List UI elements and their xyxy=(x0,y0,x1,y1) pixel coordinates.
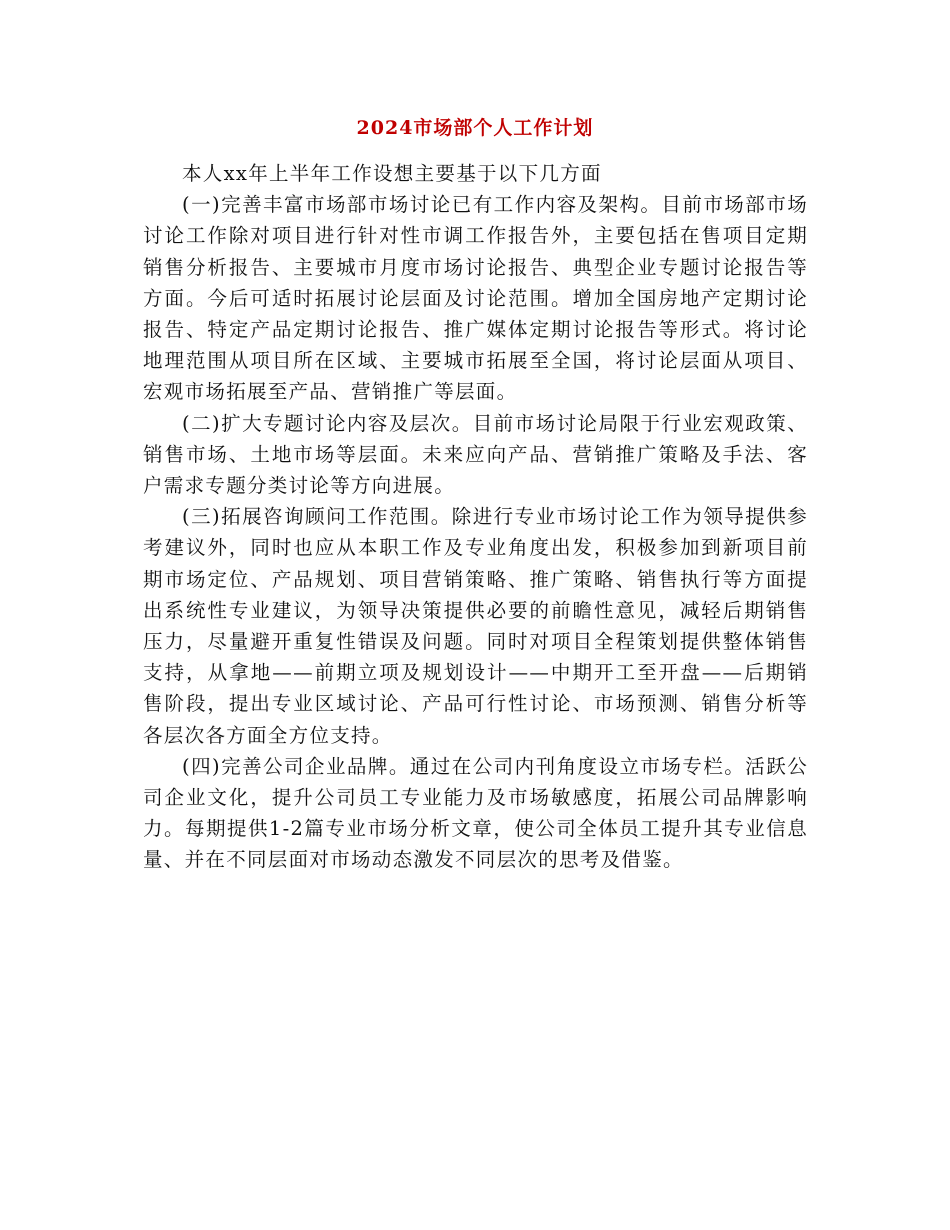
paragraph-section-3: (三)拓展咨询顾问工作范围。除进行专业市场讨论工作为领导提供参考建议外，同时也应从本职工作及专业角度出发，积极参加到新项目前期市场定位、产品规划、项目营销策略、推广策略、销售执行等方面提出系统性专业建议，为领导决策提供必要的前瞻性意见，减轻后期销售压力，尽量避开重复性错误及问题。同时对项目全程策划提供整体销售支持，从拿地——前期立项及规划设计——中期开工至开盘——后期销售阶段，提出专业区域讨论、产品可行性讨论、市场预测、销售分析等各层次各方面全方位支持。 xyxy=(143,505,808,747)
document-body xyxy=(143,158,808,876)
document-title: 2024市场部个人工作计划 xyxy=(356,117,594,139)
paragraph-section-2: (二)扩大专题讨论内容及层次。目前市场讨论局限于行业宏观政策、销售市场、土地市场等层面。未来应向产品、营销推广策略及手法、客户需求专题分类讨论等方向进展。 xyxy=(143,411,808,498)
paragraph-intro: 本人xx年上半年工作设想主要基于以下几方面 xyxy=(182,162,602,185)
paragraph-section-1: (一)完善丰富市场部市场讨论已有工作内容及架构。目前市场部市场讨论工作除对项目进行针对性市调工作报告外，主要包括在售项目定期销售分析报告、主要城市月度市场讨论报告、典型企业专题讨论报告等方面。今后可适时拓展讨论层面及讨论范围。增加全国房地产定期讨论报告、特定产品定期讨论报告、推广媒体定期讨论报告等形式。将讨论地理范围从项目所在区域、主要城市拓展至全国，将讨论层面从项目、宏观市场拓展至产品、营销推广等层面。 xyxy=(143,193,808,404)
paragraph-section-4: (四)完善公司企业品牌。通过在公司内刊角度设立市场专栏。活跃公司企业文化，提升公司员工专业能力及市场敏感度，拓展公司品牌影响力。每期提供1-2篇专业市场分析文章，使公司全体员工提升其专业信息量、并在不同层面对市场动态激发不同层次的思考及借鉴。 xyxy=(143,754,808,872)
